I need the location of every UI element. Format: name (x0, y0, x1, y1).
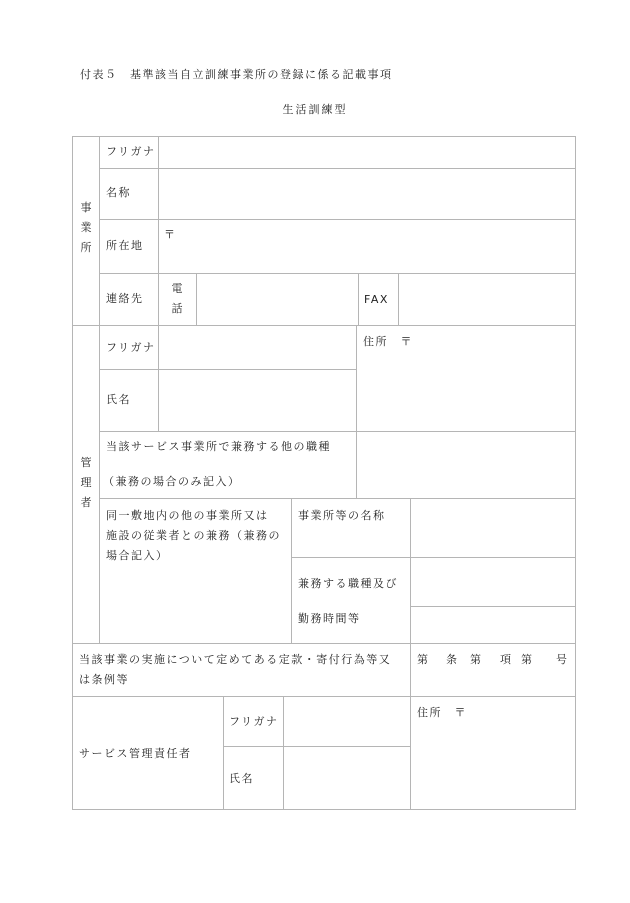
jigyosho-name-label: 名称 (106, 186, 131, 199)
articles-dai-1: 第 (417, 653, 430, 666)
form-subtitle: 生活訓練型 (282, 103, 348, 116)
kanrisha-duty-line1: 兼務する職種及び (298, 577, 398, 590)
kanrisha-facility-name-field[interactable] (411, 499, 575, 557)
articles-dai-3: 第 (521, 653, 534, 666)
articles-ko: 項 (500, 653, 513, 666)
kanrisha-duty-line2: 勤務時間等 (298, 612, 361, 625)
jigyosho-furigana-field[interactable] (159, 137, 575, 168)
service-manager-label: サービス管理責任者 (79, 747, 192, 760)
articles-label-line1: 当該事業の実施について定めてある定款・寄付行為等又 (79, 653, 392, 666)
articles-label-line2: は条例等 (79, 673, 129, 686)
kanrisha-name-label: 氏名 (106, 393, 131, 406)
jigyosho-address-label: 所在地 (106, 239, 144, 252)
jigyosho-tel-field[interactable] (197, 274, 358, 325)
kanrisha-duty-hours-field[interactable] (411, 607, 575, 643)
service-manager-furigana-label: フリガナ (229, 715, 279, 728)
service-manager-address-field[interactable] (411, 697, 575, 809)
service-manager-name-field[interactable] (284, 747, 410, 809)
kanrisha-facility-name-label: 事業所等の名称 (298, 509, 386, 522)
kanrisha-other-duty-field[interactable] (357, 432, 575, 498)
kanrisha-section-label: 管 理 者 (80, 456, 92, 509)
kanrisha-address-field[interactable] (357, 326, 575, 431)
articles-go: 号 (556, 653, 569, 666)
postal-mark: 〒 (164, 228, 177, 241)
kanrisha-furigana-field[interactable] (159, 326, 356, 369)
service-manager-furigana-field[interactable] (284, 697, 410, 746)
articles-dai-2: 第 (470, 653, 483, 666)
jigyosho-fax-label: FAX (364, 293, 389, 306)
kanrisha-address-label: 住所 〒 (363, 335, 413, 348)
jigyosho-fax-field[interactable] (399, 274, 575, 325)
kanrisha-other-duty-line2: （兼務の場合のみ記入） (103, 475, 241, 488)
kanrisha-name-field[interactable] (159, 370, 356, 431)
jigyosho-contact-label: 連絡先 (106, 292, 144, 305)
jigyosho-address-field[interactable] (159, 220, 575, 273)
form-title: 付表５ 基準該当自立訓練事業所の登録に係る記載事項 (80, 68, 393, 81)
jigyosho-furigana-label: フリガナ (106, 145, 156, 158)
jigyosho-section-label: 事 業 所 (80, 201, 92, 254)
kanrisha-same-site-line1: 同一敷地内の他の事業所又は (106, 509, 269, 522)
jigyosho-tel-label: 電 話 (171, 282, 183, 315)
service-manager-address-label: 住所 〒 (417, 706, 467, 719)
articles-jo: 条 (446, 653, 459, 666)
kanrisha-same-site-line2: 施設の従業者との兼務（兼務の (106, 529, 281, 542)
kanrisha-duty-field[interactable] (411, 558, 575, 606)
jigyosho-name-field[interactable] (159, 169, 575, 219)
kanrisha-furigana-label: フリガナ (106, 341, 156, 354)
service-manager-name-label: 氏名 (229, 772, 254, 785)
kanrisha-other-duty-line1: 当該サービス事業所で兼務する他の職種 (106, 440, 331, 453)
kanrisha-same-site-line3: 場合記入） (106, 549, 169, 562)
